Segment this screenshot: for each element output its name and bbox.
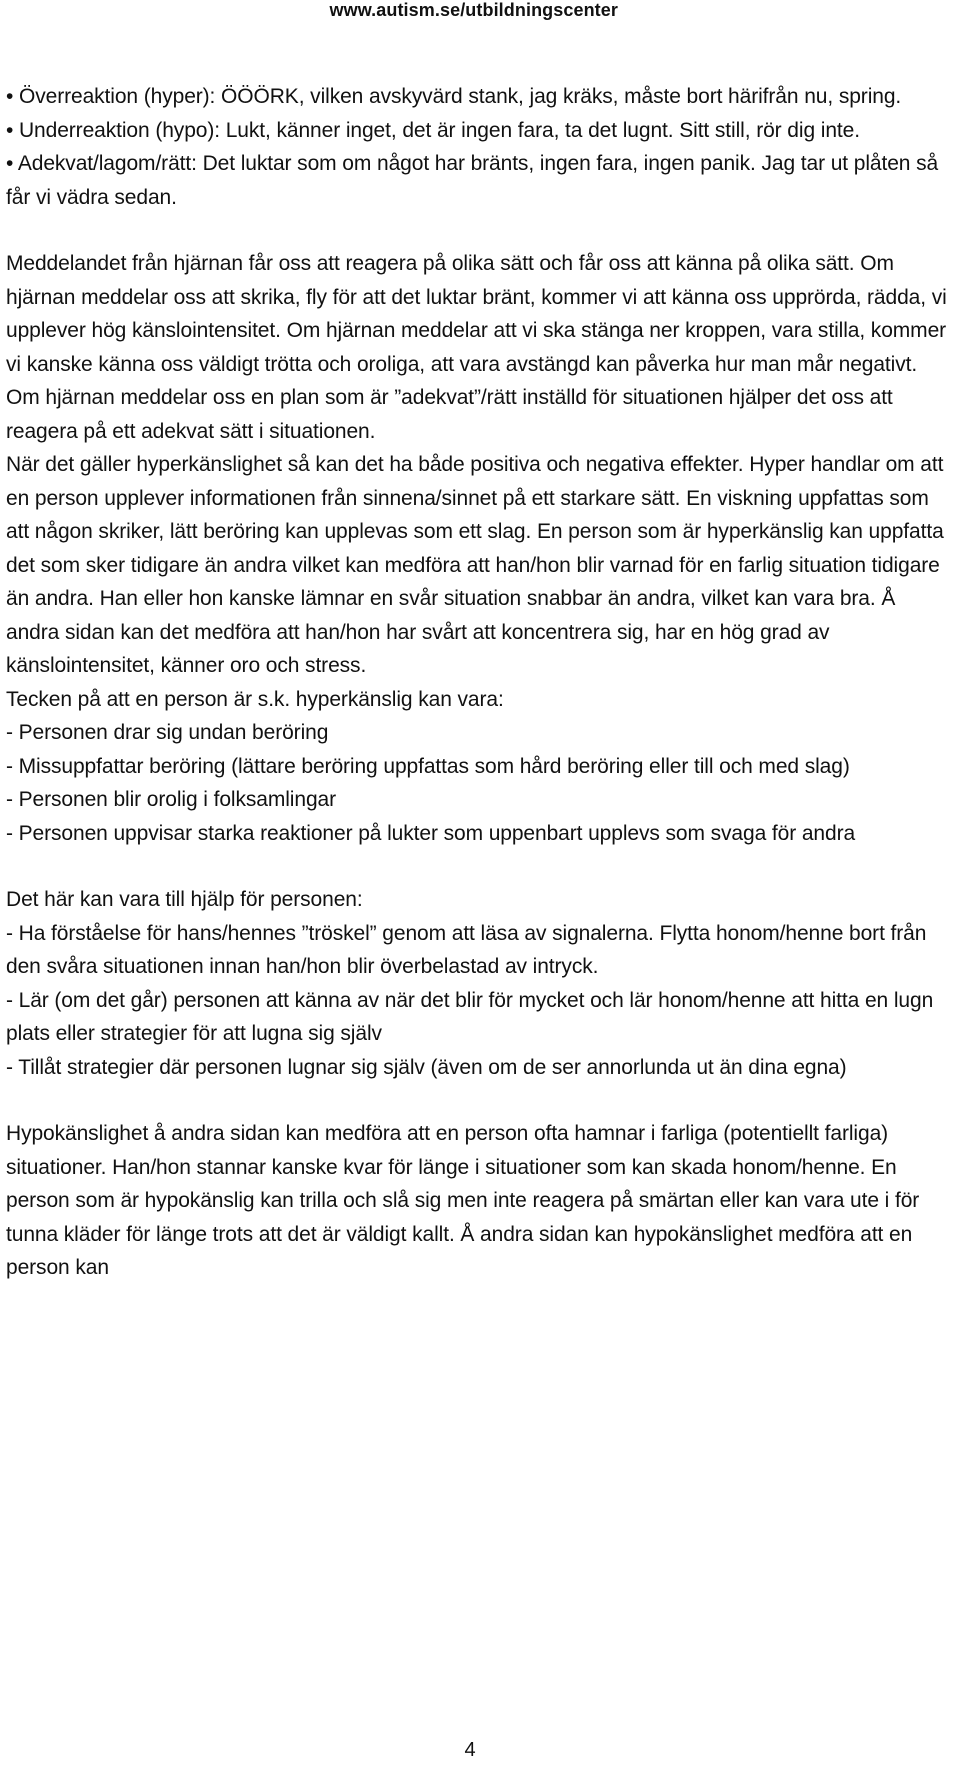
page-number <box>0 1738 960 1762</box>
signs-list <box>6 683 950 851</box>
help-heading: Det här kan vara till hjälp för personen: <box>6 888 363 911</box>
bullet-item: • Underreaktion (hypo): Lukt, känner inget, det är ingen fara, ta det lugnt. Sitt still, rör dig inte. <box>6 118 860 142</box>
signs-heading: Tecken på att en person är s.k. hyperkänslig kan vara: <box>6 687 504 711</box>
bullet-item: • Överreaktion (hyper): ÖÖÖRK, vilken avskyvärd stank, jag kräks, måste bort härifrån nu, spring. <box>6 85 902 108</box>
document-body <box>6 80 950 1285</box>
header-url: www.autism.se/utbildningscenter <box>329 0 618 20</box>
paragraph: Hypokänslighet å andra sidan kan medföra att en person ofta hamnar i farliga (potentiellt farliga) situationer. Han/hon stannar kanske kvar för länge i situationer som kan skada honom/henne. En person som är hypokänslig kan trilla och slå sig men inte reagera på smärtan eller kan vara ute i för tunna kläder för länge trots att det är väldigt kallt. Å andra sidan kan hypokänslighet medföra att en person kan <box>6 1122 920 1279</box>
list-item: - Ha förståelse för hans/hennes ”tröskel” genom att läsa av signalerna. Flytta honom/henne bort från den svåra situationen innan han/hon blir överbelastad av intryck. <box>6 921 927 978</box>
bullet-item: • Adekvat/lagom/rätt: Det luktar som om något har bränts, ingen fara, ingen panik. Jag tar ut plåten så får vi vädra sedan. <box>6 152 939 209</box>
list-item: - Lär (om det går) personen att känna av när det blir för mycket och lär honom/henne att hitta en lugn plats eller strategier för att lugna sig själv <box>6 988 934 1045</box>
paragraph: Meddelandet från hjärnan får oss att reagera på olika sätt och får oss att känna på olika sätt. Om hjärnan meddelar oss att skrika, fly för att det luktar bränt, kommer vi att känna oss upprörda, rädda, vi upplever hög känslointensitet. Om hjärnan meddelar att vi ska stänga ner kroppen, vara stilla, kommer vi kanske känna oss väldigt trötta och oroliga, att vara avstängd kan påverka hur man mår negativt. Om hjärnan meddelar oss en plan som är ”adekvat”/rätt inställd för situationen hjälper det oss att reagera på ett adekvat sätt i situationen. <box>6 252 947 443</box>
list-item: - Personen uppvisar starka reaktioner på lukter som uppenbart upplevs som svaga för andra <box>6 821 856 845</box>
paragraph: När det gäller hyperkänslighet så kan det ha både positiva och negativa effekter. Hyper handlar om att en person upplever informationen från sinnena/sinnet på ett starkare sätt. En viskning uppfattas som att någon skriker, lätt beröring kan upplevas som ett slag. En person som är hyperkänslig kan uppfatta det som sker tidigare än andra vilket kan medföra att han/hon blir varnad för en farlig situation tidigare än andra. Han eller hon kanske lämnar en svår situation snabbar än andra, vilket kan vara bra. Å andra sidan kan det medföra att han/hon har svårt att koncentrera sig, har en hög grad av känslointensitet, känner oro och stress. <box>6 453 944 677</box>
page-number-text: 4 <box>464 1739 476 1761</box>
help-list <box>6 883 950 1084</box>
list-item: - Personen blir orolig i folksamlingar <box>6 788 337 811</box>
list-item: - Tillåt strategier där personen lugnar sig själv (även om de ser annorlunda ut än dina egna) <box>6 1055 847 1079</box>
bullet-list <box>6 80 950 214</box>
list-item: - Missuppfattar beröring (lättare beröring uppfattas som hård beröring eller till och med slag) <box>6 754 850 778</box>
list-item: - Personen drar sig undan beröring <box>6 721 329 744</box>
page-header <box>0 0 960 21</box>
